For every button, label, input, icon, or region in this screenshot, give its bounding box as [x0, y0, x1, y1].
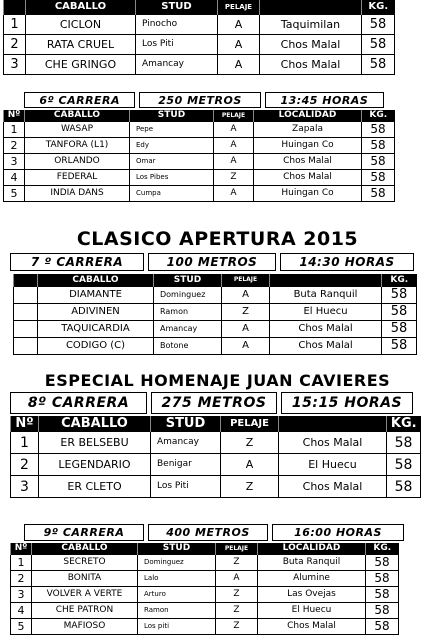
- clasico-title: CLASICO APERTURA 2015: [76, 228, 359, 250]
- cell-caballo: LEGENDARIO: [39, 454, 151, 476]
- cell-pelaje: Z: [221, 432, 279, 454]
- race-distance: 250 METROS: [139, 92, 260, 108]
- column-header-localidad: LOCALIDAD: [258, 543, 366, 554]
- column-header-pelaje: PELAJE: [218, 0, 260, 14]
- table-row: [4, 185, 395, 201]
- cell-localidad: Chos Malal: [254, 153, 362, 169]
- race-number: 6º CARRERA: [24, 92, 135, 108]
- cell-caballo: CHE PATRON: [32, 602, 138, 618]
- cell-stud: Los piti: [138, 618, 216, 634]
- cell-localidad: Buta Ranquil: [258, 554, 366, 570]
- table-header-row: [11, 543, 399, 554]
- column-header-kg: KG.: [362, 0, 395, 14]
- cell-localidad: Chos Malal: [279, 432, 387, 454]
- race-distance: 100 METROS: [148, 253, 276, 271]
- race-9-header: [24, 524, 409, 541]
- cell-pelaje: A: [218, 34, 260, 54]
- race-table: [3, 110, 395, 202]
- cell-stud: Los Piti: [136, 34, 218, 54]
- table-row: [4, 34, 395, 54]
- race-table: [13, 274, 417, 355]
- cell-localidad: Chos Malal: [260, 34, 362, 54]
- table-row: [14, 320, 417, 337]
- column-header-num: [4, 0, 26, 14]
- cell-kg: 58: [362, 54, 395, 74]
- race-7-header: [10, 253, 415, 271]
- cell-localidad: Taquimilan: [260, 14, 362, 34]
- column-header-num: Nº: [11, 416, 39, 432]
- race-6-header: [24, 92, 384, 108]
- cell-pelaje: A: [218, 14, 260, 34]
- cell-num: 3: [11, 476, 39, 498]
- cell-num: 2: [4, 34, 26, 54]
- cell-caballo: WASAP: [25, 121, 130, 137]
- cell-num: 1: [11, 554, 32, 570]
- cell-kg: 58: [382, 320, 417, 337]
- cell-caballo: VOLVER A VERTE: [32, 586, 138, 602]
- column-header-localidad: [279, 416, 387, 432]
- cell-stud: Los Piti: [151, 476, 221, 498]
- race-table: [10, 416, 421, 498]
- column-header-num: Nº: [4, 110, 25, 121]
- cell-caballo: CHE GRINGO: [26, 54, 136, 74]
- column-header-stud: STUD: [130, 110, 214, 121]
- cell-pelaje: A: [222, 337, 270, 354]
- cell-kg: 58: [382, 337, 417, 354]
- table-row: [4, 169, 395, 185]
- cell-caballo: ER CLETO: [39, 476, 151, 498]
- column-header-stud: STUD: [136, 0, 218, 14]
- cell-caballo: MAFIOSO: [32, 618, 138, 634]
- cell-pelaje: Z: [214, 169, 254, 185]
- cell-num: [14, 337, 38, 354]
- cell-localidad: Huingan Co: [254, 137, 362, 153]
- cell-num: 2: [11, 454, 39, 476]
- table-row: [11, 570, 399, 586]
- cell-caballo: TAQUICARDIA: [38, 320, 154, 337]
- race-table: [10, 543, 399, 635]
- cell-localidad: Chos Malal: [270, 337, 382, 354]
- cell-num: [14, 303, 38, 320]
- column-header-localidad: [270, 274, 382, 286]
- race-time: 13:45 HORAS: [265, 92, 384, 108]
- cell-stud: Benigar: [151, 454, 221, 476]
- cell-localidad: Chos Malal: [258, 618, 366, 634]
- table-row: [4, 121, 395, 137]
- cell-stud: Edy: [130, 137, 214, 153]
- column-header-pelaje: PELAJE: [222, 274, 270, 286]
- cell-kg: 58: [362, 34, 395, 54]
- table-row: [11, 618, 399, 634]
- cell-kg: 58: [366, 602, 399, 618]
- cell-kg: 58: [362, 121, 395, 137]
- cell-num: [14, 320, 38, 337]
- cell-num: 5: [4, 185, 25, 201]
- cell-stud: Amancay: [136, 54, 218, 74]
- table-row: [4, 153, 395, 169]
- especial-title: ESPECIAL HOMENAJE JUAN CAVIERES: [44, 371, 391, 390]
- table-row: [4, 137, 395, 153]
- cell-pelaje: A: [221, 454, 279, 476]
- cell-pelaje: Z: [221, 476, 279, 498]
- column-header-kg: KG.: [366, 543, 399, 554]
- cell-num: 3: [4, 153, 25, 169]
- cell-localidad: Chos Malal: [260, 54, 362, 74]
- column-header-caballo: CABALLO: [39, 416, 151, 432]
- cell-num: 4: [11, 602, 32, 618]
- table-row: [11, 476, 421, 498]
- cell-kg: 58: [387, 432, 421, 454]
- cell-stud: Botone: [154, 337, 222, 354]
- cell-kg: 58: [366, 586, 399, 602]
- cell-caballo: BONITA: [32, 570, 138, 586]
- cell-num: 1: [4, 14, 26, 34]
- cell-pelaje: Z: [216, 618, 258, 634]
- table-row: [14, 286, 417, 303]
- cell-kg: 58: [362, 137, 395, 153]
- column-header-kg: KG.: [362, 110, 395, 121]
- cell-caballo: ER BELSEBU: [39, 432, 151, 454]
- cell-kg: 58: [362, 169, 395, 185]
- cell-stud: Ramon: [138, 602, 216, 618]
- column-header-localidad: LOCALIDAD: [254, 110, 362, 121]
- cell-kg: 58: [366, 570, 399, 586]
- cell-pelaje: Z: [222, 303, 270, 320]
- table-row: [11, 454, 421, 476]
- column-header-num: [14, 274, 38, 286]
- cell-stud: Dominguez: [154, 286, 222, 303]
- cell-stud: Pinocho: [136, 14, 218, 34]
- cell-caballo: ORLANDO: [25, 153, 130, 169]
- race-time: 15:15 HORAS: [281, 392, 413, 414]
- race-number: 8º CARRERA: [10, 392, 147, 414]
- cell-caballo: CODIGO (C): [38, 337, 154, 354]
- cell-kg: 58: [387, 476, 421, 498]
- cell-caballo: SECRETO: [32, 554, 138, 570]
- cell-num: [14, 286, 38, 303]
- cell-num: 3: [11, 586, 32, 602]
- cell-stud: Pepe: [130, 121, 214, 137]
- table-row: [11, 586, 399, 602]
- cell-stud: Arturo: [138, 586, 216, 602]
- cell-kg: 58: [382, 303, 417, 320]
- cell-localidad: El Huecu: [270, 303, 382, 320]
- column-header-kg: KG.: [387, 416, 421, 432]
- cell-caballo: INDIA DANS: [25, 185, 130, 201]
- cell-num: 2: [4, 137, 25, 153]
- cell-stud: Amancay: [154, 320, 222, 337]
- cell-kg: 58: [366, 554, 399, 570]
- table-header-row: [11, 416, 421, 432]
- table-row: [11, 602, 399, 618]
- race-distance: 275 METROS: [151, 392, 277, 414]
- column-header-kg: KG.: [382, 274, 417, 286]
- column-header-caballo: CABALLO: [38, 274, 154, 286]
- column-header-caballo: CABALLO: [26, 0, 136, 14]
- cell-stud: Cumpa: [130, 185, 214, 201]
- column-header-pelaje: PELAJE: [221, 416, 279, 432]
- cell-num: 1: [4, 121, 25, 137]
- cell-stud: Dominguez: [138, 554, 216, 570]
- cell-num: 3: [4, 54, 26, 74]
- column-header-stud: STUD: [154, 274, 222, 286]
- column-header-stud: STUD: [138, 543, 216, 554]
- cell-localidad: El Huecu: [279, 454, 387, 476]
- cell-pelaje: Z: [216, 586, 258, 602]
- cell-localidad: Chos Malal: [254, 169, 362, 185]
- cell-pelaje: Z: [216, 602, 258, 618]
- cell-pelaje: A: [214, 185, 254, 201]
- cell-num: 5: [11, 618, 32, 634]
- table-row: [14, 337, 417, 354]
- column-header-pelaje: PELAJE: [216, 543, 258, 554]
- cell-pelaje: A: [218, 54, 260, 74]
- column-header-num: Nº: [11, 543, 32, 554]
- table-header-row: [4, 110, 395, 121]
- cell-localidad: Huingan Co: [254, 185, 362, 201]
- table-row: [4, 14, 395, 34]
- cell-localidad: Buta Ranquil: [270, 286, 382, 303]
- table-row: [14, 303, 417, 320]
- cell-num: 2: [11, 570, 32, 586]
- cell-localidad: Las Ovejas: [258, 586, 366, 602]
- cell-stud: Los Pibes: [130, 169, 214, 185]
- cell-num: 1: [11, 432, 39, 454]
- column-header-pelaje: PELAJE: [214, 110, 254, 121]
- cell-kg: 58: [366, 618, 399, 634]
- cell-caballo: FEDERAL: [25, 169, 130, 185]
- cell-kg: 58: [382, 286, 417, 303]
- column-header-stud: STUD: [151, 416, 221, 432]
- cell-caballo: TANFORA (L1): [25, 137, 130, 153]
- race-table: [3, 0, 395, 75]
- race-number: 7 º CARRERA: [10, 253, 144, 271]
- race-distance: 400 METROS: [148, 524, 268, 541]
- cell-pelaje: A: [214, 153, 254, 169]
- table-header-row: [4, 0, 395, 14]
- cell-kg: 58: [362, 185, 395, 201]
- cell-localidad: Zapala: [254, 121, 362, 137]
- cell-localidad: Alumine: [258, 570, 366, 586]
- cell-stud: Ramon: [154, 303, 222, 320]
- race-time: 14:30 HORAS: [280, 253, 414, 271]
- cell-pelaje: A: [222, 286, 270, 303]
- cell-caballo: RATA CRUEL: [26, 34, 136, 54]
- cell-stud: Amancay: [151, 432, 221, 454]
- race-number: 9º CARRERA: [24, 524, 144, 541]
- column-header-localidad: [260, 0, 362, 14]
- race-8-header: [10, 392, 415, 414]
- cell-stud: Lalo: [138, 570, 216, 586]
- cell-caballo: CICLON: [26, 14, 136, 34]
- race-time: 16:00 HORAS: [272, 524, 404, 541]
- cell-pelaje: A: [214, 121, 254, 137]
- cell-num: 4: [4, 169, 25, 185]
- table-row: [4, 54, 395, 74]
- cell-pelaje: A: [222, 320, 270, 337]
- table-row: [11, 432, 421, 454]
- cell-caballo: DIAMANTE: [38, 286, 154, 303]
- cell-pelaje: Z: [216, 554, 258, 570]
- cell-caballo: ADIVINEN: [38, 303, 154, 320]
- cell-localidad: Chos Malal: [279, 476, 387, 498]
- cell-pelaje: A: [216, 570, 258, 586]
- cell-kg: 58: [362, 14, 395, 34]
- cell-localidad: El Huecu: [258, 602, 366, 618]
- cell-pelaje: A: [214, 137, 254, 153]
- table-header-row: [14, 274, 417, 286]
- table-row: [11, 554, 399, 570]
- cell-kg: 58: [387, 454, 421, 476]
- cell-localidad: Chos Malal: [270, 320, 382, 337]
- column-header-caballo: CABALLO: [32, 543, 138, 554]
- cell-stud: Omar: [130, 153, 214, 169]
- column-header-caballo: CABALLO: [25, 110, 130, 121]
- cell-kg: 58: [362, 153, 395, 169]
